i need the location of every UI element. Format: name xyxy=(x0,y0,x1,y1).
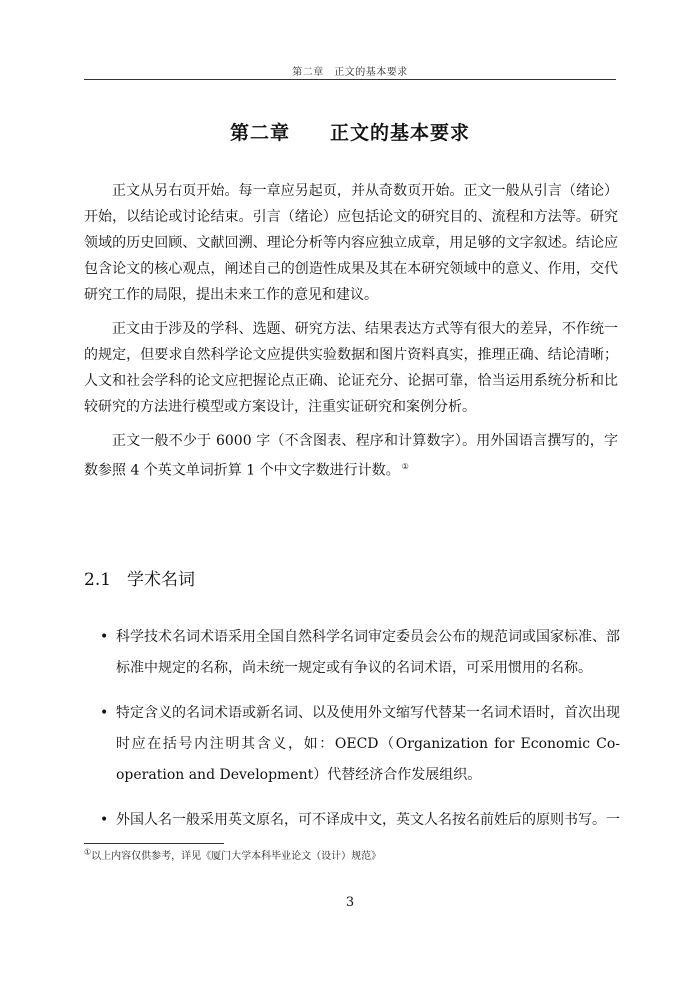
footnote-rule xyxy=(84,843,224,844)
paragraph-text: 正文一般不少于 6000 字（不含图表、程序和计算数字）。用外国语言撰写的，字数参照 4 个英文单词折算 1 个中文字数进行计数。 xyxy=(84,433,618,479)
list-item xyxy=(100,622,620,684)
page-header xyxy=(0,0,700,80)
list-item-text: 特定含义的名词术语或新名词、以及使用外文缩写代替某一名词术语时，首次出现时应在括号内注明其含义，如：OECD（Organization for Economic Co-operation and Development）代替经济合作发展组织。 xyxy=(116,705,620,783)
list-item xyxy=(100,805,620,836)
section-heading xyxy=(84,565,195,590)
paragraph xyxy=(84,428,618,484)
bullet-icon: • xyxy=(100,629,109,645)
list-item xyxy=(100,698,620,791)
page-number: 3 xyxy=(345,895,355,910)
footnote-marker: ① xyxy=(84,847,92,857)
bullet-icon: • xyxy=(100,812,109,828)
bullet-icon: • xyxy=(100,705,109,721)
chapter-title: 第二章 正文的基本要求 xyxy=(229,122,470,144)
footnote-text: 以上内容仅供参考，详见《厦门大学本科毕业论文（设计）规范》 xyxy=(91,851,382,862)
section-title: 学术名词 xyxy=(127,570,196,590)
section-number: 2.1 xyxy=(84,570,112,590)
running-title: 第二章 正文的基本要求 xyxy=(292,67,408,78)
footnote-reference[interactable]: ① xyxy=(401,462,409,471)
paragraph-text: 正文由于涉及的学科、选题、研究方法、结果表达方式等有很大的差异，不作统一的规定，但要求自然科学论文应提供实验数据和图片资料真实，推理正确、结论清晰；人文和社会学科的论文应把握论点正确、论证充分、论据可靠，恰当运用系统分析和比较研究的方法进行模型或方案设计，注重实证研究和案例分析。 xyxy=(84,321,618,415)
paragraph xyxy=(84,178,618,308)
list-item-text: 科学技术名词术语采用全国自然科学名词审定委员会公布的规范词或国家标准、部标准中规定的名称，尚未统一规定或有争议的名词术语，可采用惯用的名称。 xyxy=(116,629,620,676)
header-rule xyxy=(84,79,616,80)
footnote xyxy=(84,847,381,862)
body-text xyxy=(84,178,618,492)
paragraph xyxy=(84,316,618,420)
paragraph-text: 正文从另右页开始。每一章应另起页，并从奇数页开始。正文一般从引言（绪论）开始，以结论或讨论结束。引言（绪论）应包括论文的研究目的、流程和方法等。研究领域的历史回顾、文献回溯、理论分析等内容应独立成章，用足够的文字叙述。结论应包含论文的核心观点，阐述自己的创造性成果及其在本研究领域中的意义、作用，交代研究工作的局限，提出未来工作的意见和建议。 xyxy=(84,183,618,303)
bullet-list xyxy=(100,622,620,850)
list-item-text: 外国人名一般采用英文原名，可不译成中文，英文人名按名前姓后的原则书写。一 xyxy=(116,812,620,828)
